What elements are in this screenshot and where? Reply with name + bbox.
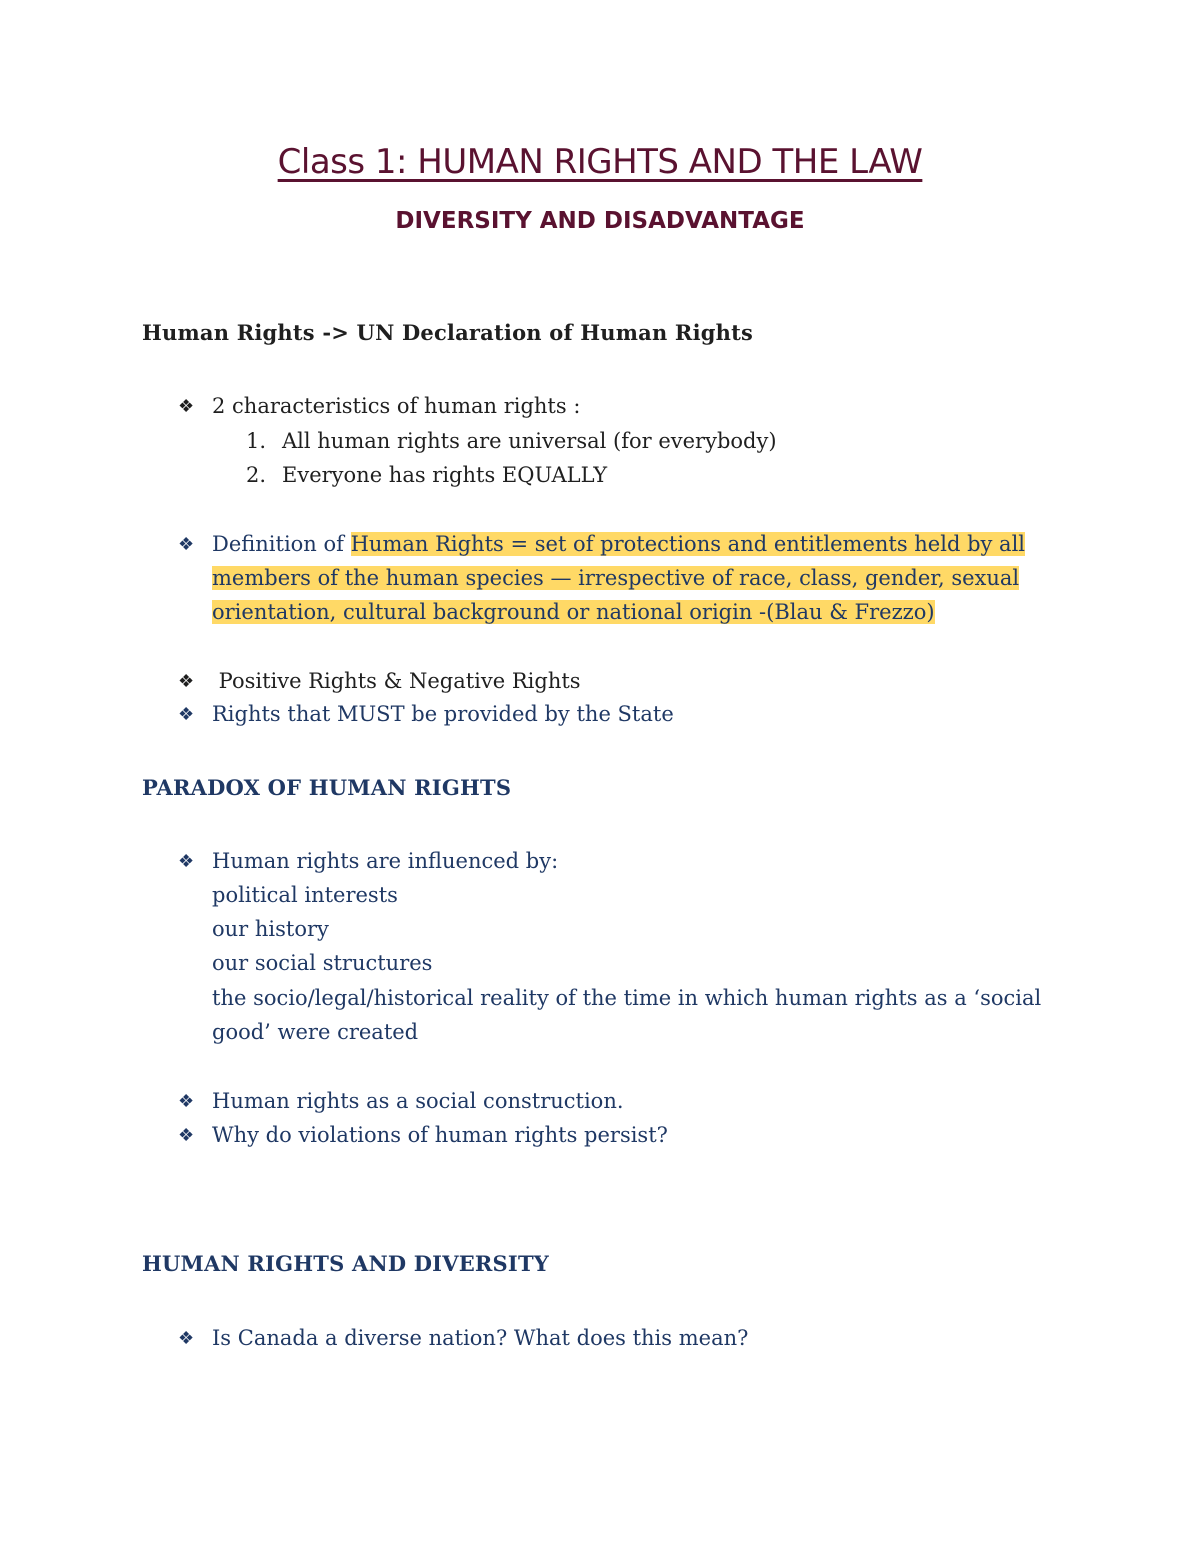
section-heading-diversity: HUMAN RIGHTS AND DIVERSITY (142, 1251, 549, 1276)
positive-negative-rights: Positive Rights & Negative Rights (212, 669, 581, 693)
characteristics-intro: 2 characteristics of human rights : (212, 394, 581, 418)
violations-question: Why do violations of human rights persist? (212, 1123, 668, 1147)
definition-prefix: Definition of (212, 532, 351, 556)
definition-highlight: Human Rights = set of protections and entitlements held by all (350, 532, 1026, 556)
bullet-icon: ❖ (178, 1328, 195, 1349)
list-item: All human rights are universal (for everybody) (282, 429, 777, 453)
section-heading-paradox: PARADOX OF HUMAN RIGHTS (142, 775, 512, 800)
bullet-icon: ❖ (178, 534, 195, 555)
canada-question: Is Canada a diverse nation? What does this mean? (212, 1326, 749, 1350)
section-heading-un-declaration: Human Rights -> UN Declaration of Human Rights (142, 320, 754, 345)
influence-item: good’ were created (212, 1020, 419, 1044)
influence-item: the socio/legal/historical reality of the time in which human rights as a ‘social (212, 986, 1042, 1010)
page-title: Class 1: HUMAN RIGHTS AND THE LAW (277, 142, 923, 182)
social-construction: Human rights as a social construction. (212, 1089, 624, 1113)
list-item: Everyone has rights EQUALLY (282, 463, 608, 487)
bullet-icon: ❖ (178, 1125, 195, 1146)
bullet-icon: ❖ (178, 396, 195, 417)
definition-line-3 (212, 595, 935, 629)
influence-item: our history (212, 917, 329, 941)
influenced-intro: Human rights are influenced by: (212, 849, 559, 873)
definition-highlight: members of the human species — irrespective of race, class, gender, sexual (212, 566, 1020, 590)
bullet-icon: ❖ (178, 851, 195, 872)
definition-line-2 (212, 561, 1019, 595)
bullet-icon: ❖ (178, 704, 195, 725)
state-rights: Rights that MUST be provided by the State (212, 702, 674, 726)
list-number: 2. (246, 463, 267, 487)
list-number: 1. (246, 429, 267, 453)
influence-item: political interests (212, 883, 398, 907)
definition-line-1 (212, 527, 1025, 561)
influence-item: our social structures (212, 951, 433, 975)
definition-highlight: orientation, cultural background or national origin -(Blau & Frezzo) (212, 600, 935, 624)
bullet-icon: ❖ (178, 671, 195, 692)
bullet-icon: ❖ (178, 1091, 195, 1112)
page-subtitle: DIVERSITY AND DISADVANTAGE (395, 208, 805, 234)
